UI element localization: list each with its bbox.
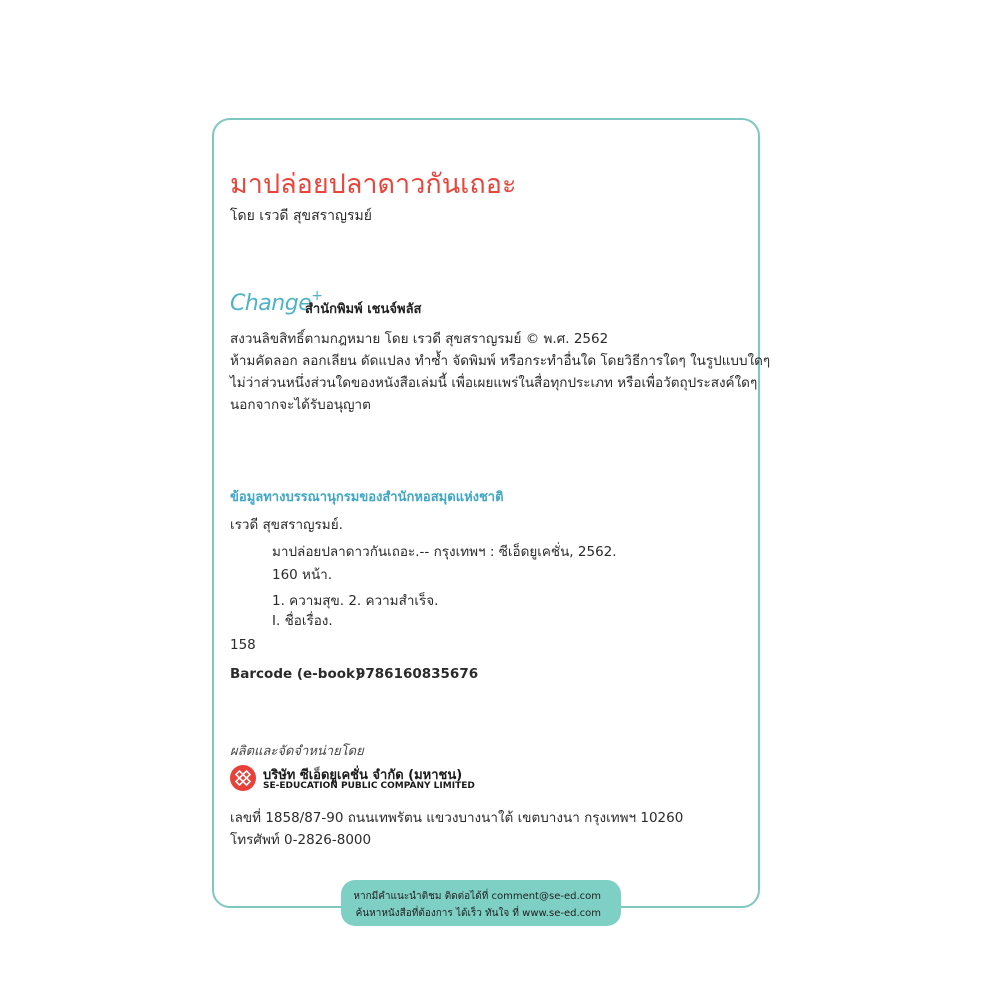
- logo-plus: +: [311, 288, 323, 304]
- copyright-line-1: สงวนลิขสิทธิ์ตามกฎหมาย โดย เรวดี สุขสราญรมย์ © พ.ศ. 2562: [230, 331, 609, 347]
- barcode-value: 9786160835676: [356, 666, 479, 682]
- cip-pages: 160 หน้า.: [272, 567, 333, 583]
- publisher-name: สำนักพิมพ์ เชนจ์พลัส: [305, 302, 422, 317]
- footer-website-line: ค้นหาหนังสือที่ต้องการ ได้เร็ว ทันใจ ที่ www.se-ed.com: [355, 908, 601, 919]
- copyright-line-4: นอกจากจะได้รับอนุญาต: [230, 397, 371, 413]
- barcode-label: Barcode (e-book): [230, 666, 362, 682]
- copyright-line-2: ห้ามคัดลอก ลอกเลียน ดัดแปลง ทำซ้ำ จัดพิมพ์ หรือกระทำอื่นใด โดยวิธีการใดๆ ในรูปแบบใดๆ: [230, 353, 771, 369]
- cip-entry: มาปล่อยปลาดาวกันเถอะ.-- กรุงเทพฯ : ซีเอ็ดยูเคชั่น, 2562.: [272, 544, 617, 560]
- distributor-name-th: บริษัท ซีเอ็ดยูเคชั่น จำกัด (มหาชน): [263, 768, 463, 783]
- author-line: โดย เรวดี สุขสราญรมย์: [230, 208, 372, 224]
- footer-comment-line: หากมีคำแนะนำติชม ติดต่อได้ที่ comment@se-ed.com: [353, 891, 601, 902]
- distributor-phone: โทรศัพท์ 0-2826-8000: [230, 832, 372, 848]
- cip-class-number: 158: [230, 637, 256, 653]
- distributor-address: เลขที่ 1858/87-90 ถนนเทพรัตน แขวงบางนาใต้ เขตบางนา กรุงเทพฯ 10260: [230, 810, 684, 826]
- cip-subjects: 1. ความสุข. 2. ความสำเร็จ.: [272, 593, 439, 609]
- distributor-name-en: SE-EDUCATION PUBLIC COMPANY LIMITED: [263, 781, 475, 791]
- se-ed-logo-icon: [230, 765, 256, 791]
- cip-heading: ข้อมูลทางบรรณานุกรมของสำนักหอสมุดแห่งชาติ: [230, 490, 504, 505]
- footer-contact-box: [341, 880, 621, 926]
- cip-author: เรวดี สุขสราญรมย์.: [230, 517, 343, 533]
- copyright-line-3: ไม่ว่าส่วนหนึ่งส่วนใดของหนังสือเล่มนี้ เพื่อเผยแพร่ในสื่อทุกประเภท หรือเพื่อวัตถุประสงค์ใดๆ: [230, 375, 758, 391]
- book-title: มาปล่อยปลาดาวกันเถอะ: [230, 169, 517, 200]
- cip-title-entry: I. ชื่อเรื่อง.: [272, 613, 333, 629]
- logo-text: Change: [230, 291, 312, 316]
- distributor-label: ผลิตและจัดจำหน่ายโดย: [230, 744, 364, 759]
